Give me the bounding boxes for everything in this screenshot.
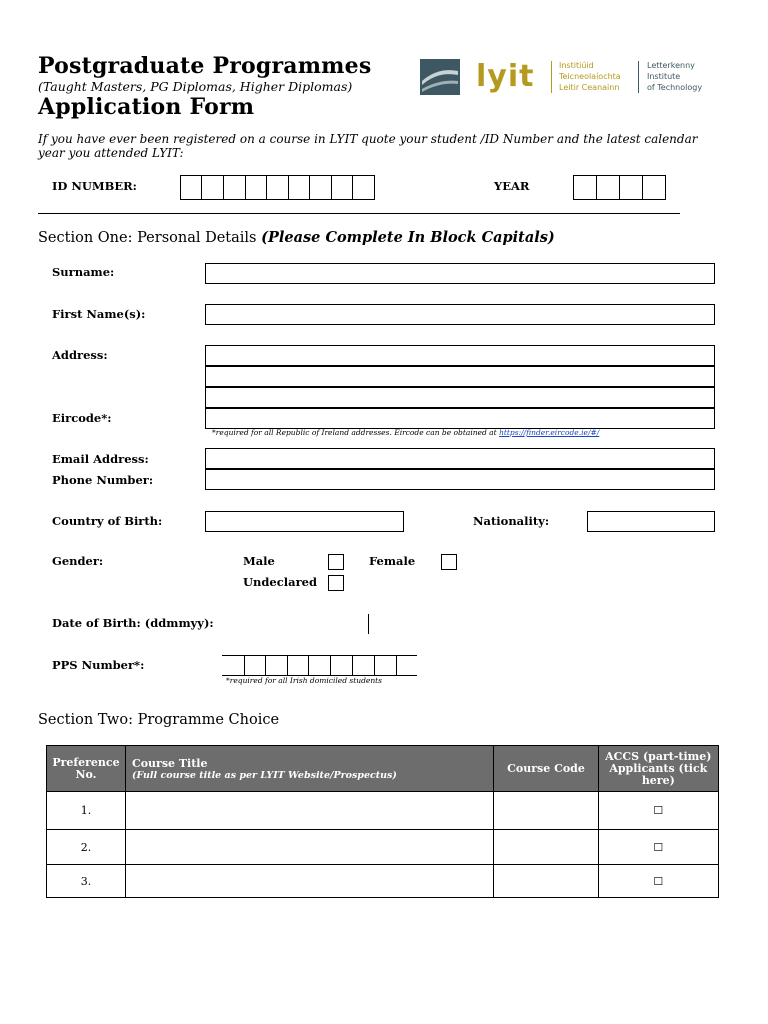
eircode-link[interactable]: https://finder.eircode.ie/#/ <box>499 428 600 437</box>
course-code-input[interactable] <box>494 792 598 830</box>
intro-text: If you have ever been registered on a course in LYIT quote your student /ID Number and the latest calendar year you attended LYIT: <box>38 132 698 160</box>
phone-label: Phone Number: <box>52 473 154 487</box>
email-input[interactable] <box>205 448 715 469</box>
table-row <box>47 830 719 865</box>
nationality-input[interactable] <box>587 511 715 532</box>
address-line-2[interactable] <box>205 366 715 387</box>
pps-note: *required for all Irish domiciled students <box>226 676 383 685</box>
pps-input[interactable] <box>222 655 417 676</box>
course-title-input[interactable] <box>125 830 493 865</box>
accs-checkbox[interactable]: ☐ <box>598 792 718 830</box>
lyit-wordmark: lyit <box>476 59 535 94</box>
programme-choice-table <box>46 745 719 898</box>
id-number-input[interactable] <box>180 175 375 200</box>
eircode-label: Eircode*: <box>52 411 112 425</box>
page-subtitle: (Taught Masters, PG Diplomas, Higher Diplomas) <box>38 79 353 94</box>
undeclared-checkbox[interactable] <box>328 575 344 591</box>
pref-no: 3. <box>47 865 126 898</box>
course-title-input[interactable] <box>125 865 493 898</box>
male-label: Male <box>243 554 275 568</box>
col-accs: ACCS (part-time) Applicants (tick here) <box>598 746 718 792</box>
lyit-logo <box>420 59 710 97</box>
col-course-code: Course Code <box>494 746 598 792</box>
dob-input[interactable] <box>368 614 369 634</box>
section-one-heading: Section One: Personal Details (Please Complete In Block Capitals) <box>38 229 555 246</box>
country-input[interactable] <box>205 511 404 532</box>
first-names-input[interactable] <box>205 304 715 325</box>
course-code-input[interactable] <box>494 830 598 865</box>
undeclared-label: Undeclared <box>243 575 317 589</box>
gender-label: Gender: <box>52 554 104 568</box>
female-checkbox[interactable] <box>441 554 457 570</box>
female-label: Female <box>369 554 416 568</box>
accs-checkbox[interactable]: ☐ <box>598 830 718 865</box>
col-course-title: Course Title (Full course title as per LYIT Website/Prospectus) <box>125 746 493 792</box>
year-input[interactable] <box>573 175 666 200</box>
logo-divider-2 <box>638 61 639 93</box>
pref-no: 1. <box>47 792 126 830</box>
col-preference: Preference No. <box>47 746 126 792</box>
country-label: Country of Birth: <box>52 514 163 528</box>
table-row <box>47 865 719 898</box>
eircode-note: *required for all Republic of Ireland addresses. Eircode can be obtained at https://finder.eircode.ie/#/ <box>212 428 600 437</box>
pps-label: PPS Number*: <box>52 658 145 672</box>
male-checkbox[interactable] <box>328 554 344 570</box>
logo-divider <box>551 61 552 93</box>
course-title-input[interactable] <box>125 792 493 830</box>
lyit-emblem-icon <box>420 59 460 95</box>
course-code-input[interactable] <box>494 865 598 898</box>
divider <box>38 213 680 214</box>
surname-input[interactable] <box>205 263 715 284</box>
first-names-label: First Name(s): <box>52 307 146 321</box>
logo-irish-name: Institiúid Teicneolaíochta Leitir Ceanainn <box>559 61 621 92</box>
pref-no: 2. <box>47 830 126 865</box>
phone-input[interactable] <box>205 469 715 490</box>
address-line-3[interactable] <box>205 387 715 408</box>
logo-english-name: Letterkenny Institute of Technology <box>647 61 703 92</box>
address-label: Address: <box>52 348 108 362</box>
nationality-label: Nationality: <box>473 514 550 528</box>
page-title: Postgraduate Programmes <box>38 53 372 79</box>
table-row <box>47 792 719 830</box>
dob-label: Date of Birth: (ddmmyy): <box>52 616 214 630</box>
accs-checkbox[interactable]: ☐ <box>598 865 718 898</box>
form-title: Application Form <box>38 94 255 120</box>
year-label: YEAR <box>494 179 530 193</box>
id-number-label: ID NUMBER: <box>52 179 137 193</box>
address-line-1[interactable] <box>205 345 715 366</box>
surname-label: Surname: <box>52 265 115 279</box>
eircode-input[interactable] <box>205 408 715 429</box>
email-label: Email Address: <box>52 452 149 466</box>
section-two-heading: Section Two: Programme Choice <box>38 712 280 728</box>
